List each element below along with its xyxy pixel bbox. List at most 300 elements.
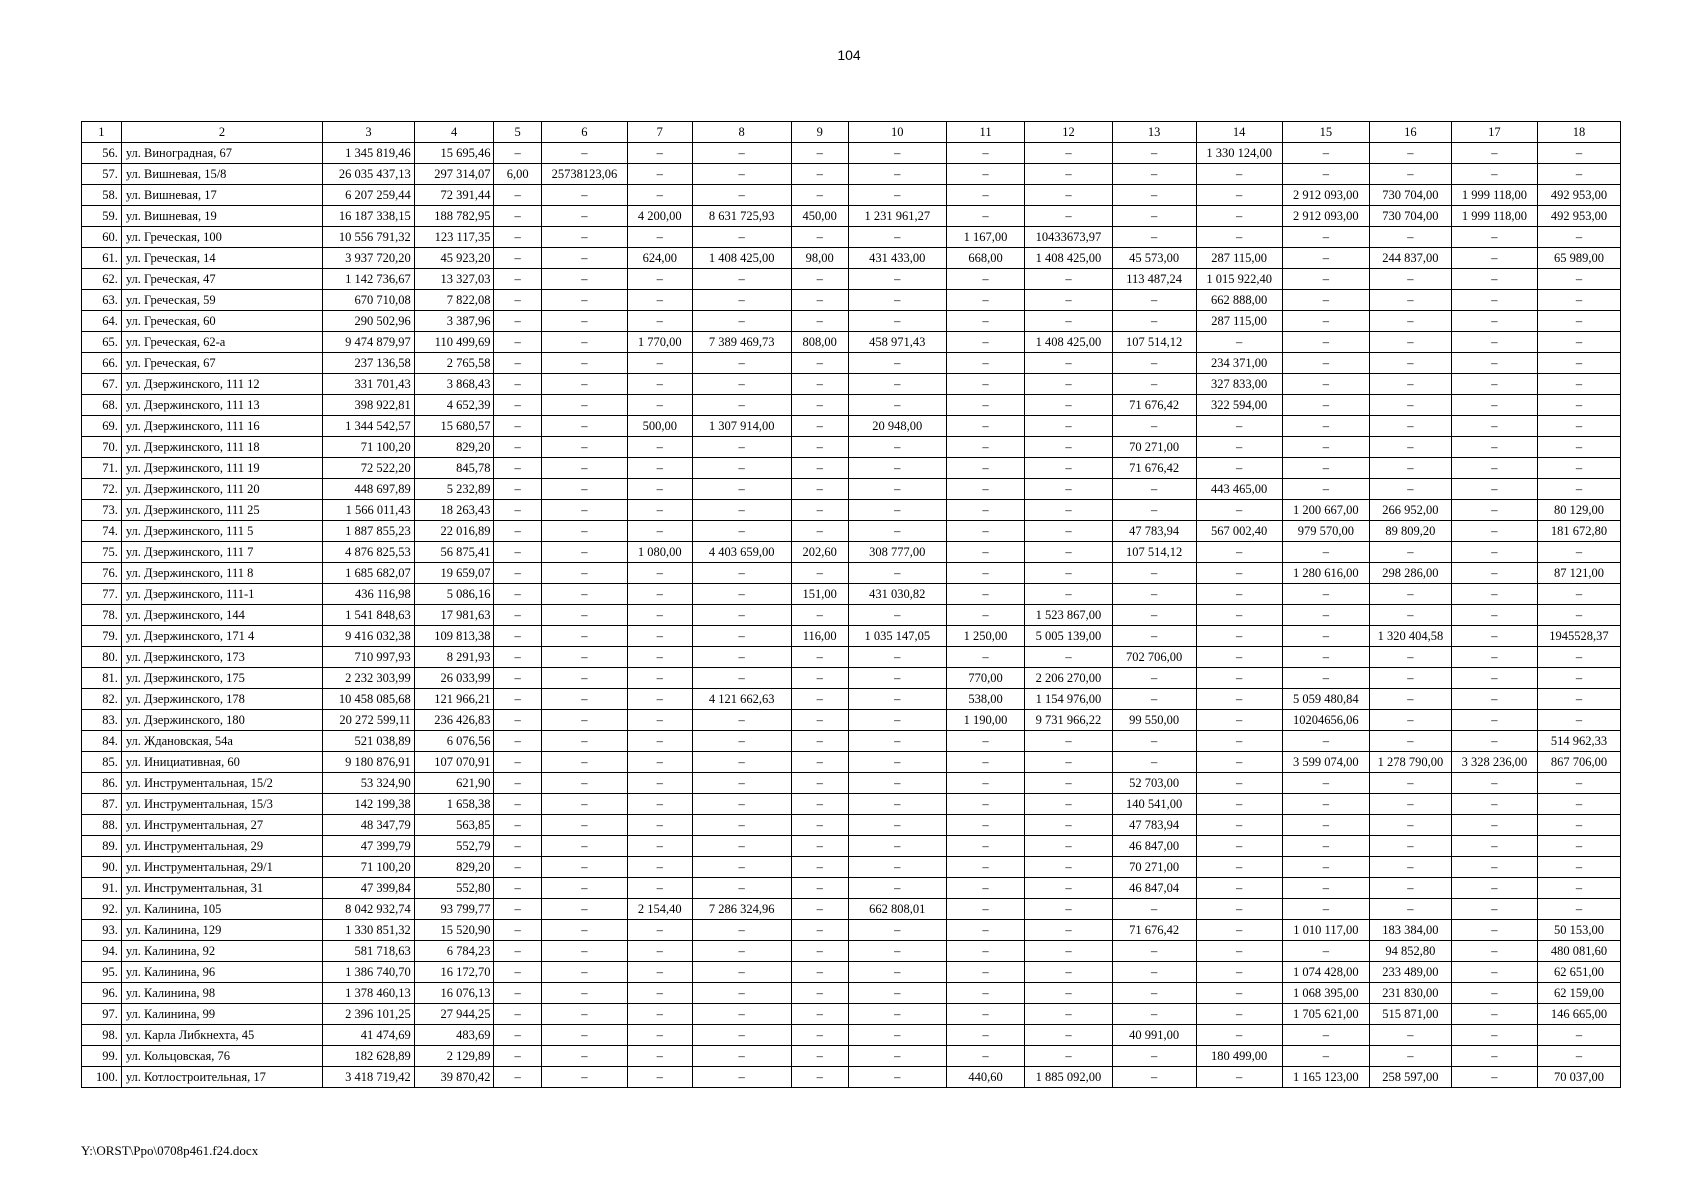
value-cell: –: [1451, 143, 1537, 164]
amount-cell: 3 868,43: [414, 374, 494, 395]
value-cell: –: [494, 500, 541, 521]
value-cell: 70 037,00: [1537, 1067, 1620, 1088]
amount-cell: 16 076,13: [414, 983, 494, 1004]
value-cell: –: [692, 710, 791, 731]
row-number-cell: 73.: [82, 500, 122, 521]
value-cell: –: [692, 962, 791, 983]
value-cell: –: [1537, 290, 1620, 311]
value-cell: –: [791, 899, 848, 920]
value-cell: –: [1025, 1004, 1112, 1025]
value-cell: –: [1537, 164, 1620, 185]
column-header: 12: [1025, 122, 1112, 143]
row-number-cell: 64.: [82, 311, 122, 332]
value-cell: –: [541, 605, 627, 626]
value-cell: –: [946, 185, 1025, 206]
value-cell: 1 770,00: [627, 332, 692, 353]
table-row: [82, 227, 1621, 248]
value-cell: –: [791, 311, 848, 332]
value-cell: –: [627, 668, 692, 689]
amount-cell: 109 813,38: [414, 626, 494, 647]
value-cell: 231 830,00: [1369, 983, 1451, 1004]
value-cell: –: [1025, 164, 1112, 185]
value-cell: –: [791, 185, 848, 206]
value-cell: 52 703,00: [1112, 773, 1196, 794]
amount-cell: 3 418 719,42: [323, 1067, 415, 1088]
value-cell: –: [1282, 584, 1369, 605]
value-cell: –: [541, 794, 627, 815]
table-row: [82, 206, 1621, 227]
value-cell: –: [1537, 773, 1620, 794]
value-cell: –: [1537, 416, 1620, 437]
amount-cell: 2 396 101,25: [323, 1004, 415, 1025]
table-row: [82, 521, 1621, 542]
value-cell: –: [541, 752, 627, 773]
value-cell: –: [946, 941, 1025, 962]
value-cell: –: [791, 752, 848, 773]
value-cell: –: [1112, 143, 1196, 164]
value-cell: –: [1451, 521, 1537, 542]
value-cell: –: [1282, 437, 1369, 458]
value-cell: –: [1196, 899, 1282, 920]
amount-cell: 93 799,77: [414, 899, 494, 920]
amount-cell: 448 697,89: [323, 479, 415, 500]
value-cell: –: [494, 290, 541, 311]
value-cell: –: [946, 815, 1025, 836]
table-row: [82, 626, 1621, 647]
amount-cell: 121 966,21: [414, 689, 494, 710]
address-cell: ул. Инструментальная, 15/2: [121, 773, 322, 794]
value-cell: –: [541, 353, 627, 374]
table-row: [82, 983, 1621, 1004]
value-cell: 1 010 117,00: [1282, 920, 1369, 941]
address-cell: ул. Калинина, 105: [121, 899, 322, 920]
value-cell: –: [541, 311, 627, 332]
value-cell: –: [1369, 353, 1451, 374]
value-cell: –: [946, 731, 1025, 752]
value-cell: –: [494, 647, 541, 668]
value-cell: –: [1451, 920, 1537, 941]
value-cell: –: [791, 521, 848, 542]
value-cell: –: [627, 164, 692, 185]
value-cell: –: [946, 836, 1025, 857]
value-cell: –: [1451, 962, 1537, 983]
value-cell: 71 676,42: [1112, 920, 1196, 941]
value-cell: –: [1451, 1067, 1537, 1088]
value-cell: –: [1282, 416, 1369, 437]
address-cell: ул. Вишневая, 19: [121, 206, 322, 227]
value-cell: –: [1369, 374, 1451, 395]
value-cell: –: [1537, 1025, 1620, 1046]
value-cell: –: [1537, 542, 1620, 563]
value-cell: –: [1282, 605, 1369, 626]
value-cell: –: [627, 920, 692, 941]
value-cell: –: [848, 437, 946, 458]
value-cell: –: [1369, 542, 1451, 563]
table-row: [82, 584, 1621, 605]
value-cell: 1 068 395,00: [1282, 983, 1369, 1004]
value-cell: –: [791, 647, 848, 668]
value-cell: –: [1369, 479, 1451, 500]
value-cell: –: [692, 1067, 791, 1088]
value-cell: –: [541, 206, 627, 227]
column-header: 5: [494, 122, 541, 143]
value-cell: –: [848, 185, 946, 206]
value-cell: –: [627, 689, 692, 710]
value-cell: –: [946, 311, 1025, 332]
value-cell: –: [1282, 878, 1369, 899]
value-cell: –: [494, 437, 541, 458]
value-cell: –: [946, 353, 1025, 374]
value-cell: –: [627, 458, 692, 479]
value-cell: –: [1025, 479, 1112, 500]
value-cell: –: [946, 752, 1025, 773]
value-cell: –: [1025, 416, 1112, 437]
value-cell: –: [791, 668, 848, 689]
column-header: 13: [1112, 122, 1196, 143]
data-table: [81, 121, 1621, 1088]
value-cell: 1945528,37: [1537, 626, 1620, 647]
amount-cell: 2 129,89: [414, 1046, 494, 1067]
value-cell: –: [627, 227, 692, 248]
value-cell: –: [494, 941, 541, 962]
value-cell: –: [1112, 290, 1196, 311]
table-row: [82, 794, 1621, 815]
amount-cell: 45 923,20: [414, 248, 494, 269]
value-cell: 1 330 124,00: [1196, 143, 1282, 164]
value-cell: –: [1451, 353, 1537, 374]
value-cell: –: [1282, 626, 1369, 647]
value-cell: 146 665,00: [1537, 1004, 1620, 1025]
value-cell: –: [1537, 143, 1620, 164]
value-cell: 1 999 118,00: [1451, 185, 1537, 206]
value-cell: –: [627, 605, 692, 626]
value-cell: –: [791, 164, 848, 185]
value-cell: 492 953,00: [1537, 206, 1620, 227]
column-header: 7: [627, 122, 692, 143]
value-cell: –: [1451, 731, 1537, 752]
value-cell: –: [1537, 605, 1620, 626]
row-number-cell: 74.: [82, 521, 122, 542]
value-cell: –: [848, 143, 946, 164]
value-cell: –: [541, 710, 627, 731]
value-cell: –: [541, 647, 627, 668]
value-cell: –: [692, 941, 791, 962]
value-cell: –: [494, 878, 541, 899]
value-cell: 1 165 123,00: [1282, 1067, 1369, 1088]
value-cell: –: [494, 563, 541, 584]
value-cell: –: [627, 269, 692, 290]
value-cell: –: [692, 143, 791, 164]
value-cell: –: [494, 395, 541, 416]
amount-cell: 710 997,93: [323, 647, 415, 668]
value-cell: 234 371,00: [1196, 353, 1282, 374]
value-cell: –: [692, 353, 791, 374]
value-cell: –: [1537, 479, 1620, 500]
row-number-cell: 57.: [82, 164, 122, 185]
value-cell: –: [692, 269, 791, 290]
value-cell: 7 286 324,96: [692, 899, 791, 920]
amount-cell: 107 070,91: [414, 752, 494, 773]
value-cell: 94 852,80: [1369, 941, 1451, 962]
amount-cell: 581 718,63: [323, 941, 415, 962]
value-cell: –: [541, 1067, 627, 1088]
value-cell: –: [848, 605, 946, 626]
value-cell: –: [1196, 500, 1282, 521]
value-cell: –: [494, 752, 541, 773]
value-cell: –: [1025, 731, 1112, 752]
amount-cell: 41 474,69: [323, 1025, 415, 1046]
value-cell: 4 121 662,63: [692, 689, 791, 710]
column-header: 15: [1282, 122, 1369, 143]
amount-cell: 436 116,98: [323, 584, 415, 605]
row-number-cell: 97.: [82, 1004, 122, 1025]
value-cell: –: [1112, 164, 1196, 185]
value-cell: 1 080,00: [627, 542, 692, 563]
value-cell: –: [1369, 668, 1451, 689]
address-cell: ул. Вишневая, 15/8: [121, 164, 322, 185]
value-cell: –: [541, 899, 627, 920]
value-cell: –: [1369, 458, 1451, 479]
value-cell: –: [692, 227, 791, 248]
value-cell: 327 833,00: [1196, 374, 1282, 395]
address-cell: ул. Инициативная, 60: [121, 752, 322, 773]
value-cell: –: [848, 815, 946, 836]
value-cell: –: [1196, 1004, 1282, 1025]
value-cell: –: [1537, 710, 1620, 731]
value-cell: –: [541, 185, 627, 206]
amount-cell: 8 291,93: [414, 647, 494, 668]
value-cell: 1 320 404,58: [1369, 626, 1451, 647]
value-cell: –: [791, 269, 848, 290]
table-row: [82, 185, 1621, 206]
value-cell: 1 885 092,00: [1025, 1067, 1112, 1088]
address-cell: ул. Инструментальная, 29: [121, 836, 322, 857]
address-cell: ул. Дзержинского, 144: [121, 605, 322, 626]
value-cell: –: [1282, 395, 1369, 416]
row-number-cell: 56.: [82, 143, 122, 164]
value-cell: –: [1451, 647, 1537, 668]
address-cell: ул. Греческая, 100: [121, 227, 322, 248]
table-row: [82, 710, 1621, 731]
value-cell: 1 035 147,05: [848, 626, 946, 647]
value-cell: –: [1282, 374, 1369, 395]
value-cell: 47 783,94: [1112, 521, 1196, 542]
amount-cell: 621,90: [414, 773, 494, 794]
amount-cell: 331 701,43: [323, 374, 415, 395]
value-cell: –: [1025, 878, 1112, 899]
address-cell: ул. Дзержинского, 175: [121, 668, 322, 689]
amount-cell: 1 566 011,43: [323, 500, 415, 521]
value-cell: –: [1112, 206, 1196, 227]
table-row: [82, 311, 1621, 332]
amount-cell: 1 330 851,32: [323, 920, 415, 941]
address-cell: ул. Дзержинского, 111 19: [121, 458, 322, 479]
value-cell: –: [1112, 1067, 1196, 1088]
value-cell: –: [494, 332, 541, 353]
value-cell: –: [627, 374, 692, 395]
value-cell: –: [1282, 311, 1369, 332]
row-number-cell: 93.: [82, 920, 122, 941]
value-cell: –: [1282, 332, 1369, 353]
value-cell: 151,00: [791, 584, 848, 605]
address-cell: ул. Греческая, 59: [121, 290, 322, 311]
value-cell: –: [494, 458, 541, 479]
value-cell: 1 999 118,00: [1451, 206, 1537, 227]
amount-cell: 552,80: [414, 878, 494, 899]
value-cell: –: [627, 773, 692, 794]
value-cell: –: [946, 878, 1025, 899]
value-cell: 702 706,00: [1112, 647, 1196, 668]
value-cell: –: [692, 479, 791, 500]
value-cell: –: [627, 290, 692, 311]
value-cell: –: [494, 353, 541, 374]
address-cell: ул. Виноградная, 67: [121, 143, 322, 164]
value-cell: –: [494, 479, 541, 500]
value-cell: 80 129,00: [1537, 500, 1620, 521]
value-cell: 40 991,00: [1112, 1025, 1196, 1046]
amount-cell: 15 520,90: [414, 920, 494, 941]
value-cell: –: [1196, 647, 1282, 668]
value-cell: –: [1112, 584, 1196, 605]
value-cell: 70 271,00: [1112, 857, 1196, 878]
value-cell: –: [541, 668, 627, 689]
value-cell: 7 389 469,73: [692, 332, 791, 353]
value-cell: –: [494, 773, 541, 794]
row-number-cell: 76.: [82, 563, 122, 584]
value-cell: –: [946, 920, 1025, 941]
value-cell: 322 594,00: [1196, 395, 1282, 416]
value-cell: 287 115,00: [1196, 311, 1282, 332]
value-cell: –: [791, 1067, 848, 1088]
value-cell: 62 159,00: [1537, 983, 1620, 1004]
value-cell: –: [627, 437, 692, 458]
row-number-cell: 82.: [82, 689, 122, 710]
value-cell: –: [494, 1046, 541, 1067]
value-cell: –: [494, 731, 541, 752]
value-cell: –: [1282, 143, 1369, 164]
value-cell: –: [627, 815, 692, 836]
address-cell: ул. Кольцовская, 76: [121, 1046, 322, 1067]
address-cell: ул. Дзержинского, 111-1: [121, 584, 322, 605]
value-cell: –: [1196, 437, 1282, 458]
value-cell: –: [946, 794, 1025, 815]
value-cell: 770,00: [946, 668, 1025, 689]
address-cell: ул. Греческая, 60: [121, 311, 322, 332]
value-cell: –: [627, 878, 692, 899]
amount-cell: 17 981,63: [414, 605, 494, 626]
amount-cell: 1 386 740,70: [323, 962, 415, 983]
value-cell: –: [1025, 899, 1112, 920]
value-cell: –: [1451, 164, 1537, 185]
file-path-footer: Y:\ORST\Ppo\0708p461.f24.docx: [81, 1143, 259, 1158]
value-cell: –: [791, 920, 848, 941]
value-cell: –: [692, 983, 791, 1004]
row-number-cell: 80.: [82, 647, 122, 668]
value-cell: –: [692, 500, 791, 521]
value-cell: 3 328 236,00: [1451, 752, 1537, 773]
value-cell: –: [1196, 941, 1282, 962]
row-number-cell: 96.: [82, 983, 122, 1004]
value-cell: 2 154,40: [627, 899, 692, 920]
value-cell: –: [1025, 584, 1112, 605]
column-header: 11: [946, 122, 1025, 143]
table-header-row: [82, 122, 1621, 143]
value-cell: –: [692, 164, 791, 185]
value-cell: –: [1537, 584, 1620, 605]
value-cell: –: [627, 353, 692, 374]
row-number-cell: 75.: [82, 542, 122, 563]
amount-cell: 27 944,25: [414, 1004, 494, 1025]
value-cell: –: [1451, 332, 1537, 353]
value-cell: –: [1196, 836, 1282, 857]
amount-cell: 47 399,84: [323, 878, 415, 899]
value-cell: –: [1025, 185, 1112, 206]
value-cell: –: [946, 458, 1025, 479]
value-cell: –: [692, 290, 791, 311]
value-cell: –: [627, 1067, 692, 1088]
value-cell: –: [1451, 836, 1537, 857]
value-cell: –: [1537, 815, 1620, 836]
value-cell: –: [946, 500, 1025, 521]
value-cell: –: [1369, 731, 1451, 752]
row-number-cell: 77.: [82, 584, 122, 605]
address-cell: ул. Калинина, 129: [121, 920, 322, 941]
value-cell: –: [791, 857, 848, 878]
value-cell: –: [627, 626, 692, 647]
value-cell: –: [1282, 815, 1369, 836]
value-cell: –: [791, 1025, 848, 1046]
address-cell: ул. Дзержинского, 111 7: [121, 542, 322, 563]
row-number-cell: 71.: [82, 458, 122, 479]
value-cell: –: [541, 458, 627, 479]
value-cell: –: [848, 836, 946, 857]
value-cell: 730 704,00: [1369, 206, 1451, 227]
value-cell: –: [1537, 311, 1620, 332]
row-number-cell: 88.: [82, 815, 122, 836]
amount-cell: 9 180 876,91: [323, 752, 415, 773]
address-cell: ул. Дзержинского, 178: [121, 689, 322, 710]
address-cell: ул. Калинина, 98: [121, 983, 322, 1004]
value-cell: –: [791, 731, 848, 752]
value-cell: –: [946, 542, 1025, 563]
value-cell: –: [1282, 248, 1369, 269]
value-cell: 668,00: [946, 248, 1025, 269]
amount-cell: 19 659,07: [414, 563, 494, 584]
value-cell: 1 523 867,00: [1025, 605, 1112, 626]
value-cell: –: [1025, 458, 1112, 479]
table-row: [82, 1004, 1621, 1025]
value-cell: –: [1537, 794, 1620, 815]
value-cell: –: [848, 710, 946, 731]
address-cell: ул. Дзержинского, 111 12: [121, 374, 322, 395]
value-cell: 808,00: [791, 332, 848, 353]
value-cell: 6,00: [494, 164, 541, 185]
amount-cell: 16 187 338,15: [323, 206, 415, 227]
value-cell: –: [627, 962, 692, 983]
value-cell: 1 280 616,00: [1282, 563, 1369, 584]
value-cell: –: [494, 710, 541, 731]
value-cell: –: [1369, 836, 1451, 857]
value-cell: –: [494, 227, 541, 248]
value-cell: –: [848, 731, 946, 752]
value-cell: –: [946, 395, 1025, 416]
column-header: 9: [791, 122, 848, 143]
value-cell: –: [1451, 563, 1537, 584]
value-cell: –: [541, 563, 627, 584]
value-cell: –: [1282, 353, 1369, 374]
value-cell: –: [541, 416, 627, 437]
value-cell: –: [848, 395, 946, 416]
